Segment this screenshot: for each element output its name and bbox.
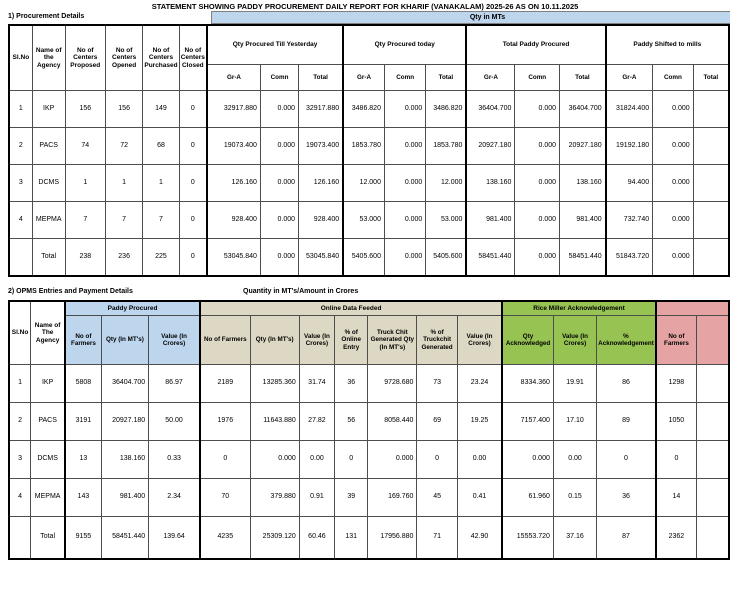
table-cell: 32917.880 <box>299 91 344 128</box>
table-cell: 169.760 <box>368 479 417 517</box>
col-header-gra: Gr-A <box>606 65 653 91</box>
section2-strip <box>8 286 730 299</box>
clipped-cell <box>693 165 729 202</box>
table-cell: MEPMA <box>32 202 65 239</box>
table-cell: 25309.120 <box>250 517 299 560</box>
table-cell: 0.41 <box>457 479 502 517</box>
table-cell: 68 <box>143 128 179 165</box>
table-cell: 0.00 <box>553 441 596 479</box>
table-cell: 0.000 <box>384 128 425 165</box>
table-cell: 0.000 <box>653 202 694 239</box>
table-cell: 61.960 <box>502 479 553 517</box>
table-cell: 19192.180 <box>606 128 653 165</box>
table-cell: 36404.700 <box>560 91 606 128</box>
table-cell: 7 <box>65 202 105 239</box>
table-cell: 17956.880 <box>368 517 417 560</box>
table-cell: 17.10 <box>553 403 596 441</box>
sub-header-row <box>9 316 729 365</box>
table-cell: 13 <box>65 441 101 479</box>
table-cell: 1 <box>65 165 105 202</box>
table-cell: 71 <box>417 517 457 560</box>
clipped-cell <box>697 365 729 403</box>
table-cell: 69 <box>417 403 457 441</box>
table-cell: 732.740 <box>606 202 653 239</box>
clipped-cell <box>697 479 729 517</box>
table-cell: 0.000 <box>250 441 299 479</box>
table-cell: 31.74 <box>299 365 334 403</box>
table-cell: 89 <box>597 403 656 441</box>
table-cell: 2189 <box>200 365 250 403</box>
col-header-comn: Comn <box>515 65 560 91</box>
table-cell: 4 <box>9 479 31 517</box>
col-header-value: Value (In Crores) <box>457 316 502 365</box>
table-cell: 3 <box>9 165 32 202</box>
table-cell: 0.000 <box>260 91 298 128</box>
col-header-total: Total <box>693 65 729 91</box>
col-header-comn: Comn <box>653 65 694 91</box>
table-cell: 32917.880 <box>207 91 260 128</box>
col-header-centers-opened: No of Centers Opened <box>105 25 142 91</box>
table-cell <box>9 239 32 277</box>
table-cell: 0.000 <box>653 165 694 202</box>
table-cell: 0 <box>200 441 250 479</box>
table-cell: 3 <box>9 441 31 479</box>
group-header-qty-today: Qty Procured today <box>343 25 466 65</box>
table-cell: 0.000 <box>502 441 553 479</box>
table-cell: 58451.440 <box>560 239 606 277</box>
table-row <box>9 91 729 128</box>
table-cell: PACS <box>32 128 65 165</box>
table-cell: 20927.180 <box>560 128 606 165</box>
table-cell: 0 <box>597 441 656 479</box>
table-cell: DCMS <box>32 165 65 202</box>
table-cell: 0.000 <box>515 91 560 128</box>
group-header-row <box>9 25 729 65</box>
table-cell: 73 <box>417 365 457 403</box>
table-cell: 53045.840 <box>207 239 260 277</box>
table-row <box>9 165 729 202</box>
table-cell: 1 <box>105 165 142 202</box>
table-cell: 0 <box>179 239 207 277</box>
col-header-qty: Qty (In MT's) <box>101 316 149 365</box>
table-cell: 15553.720 <box>502 517 553 560</box>
group-header-shifted-mills: Paddy Shifted to mills <box>606 25 729 65</box>
table-cell: 1298 <box>656 365 697 403</box>
group-header-cutoff <box>656 301 729 316</box>
table-cell: 236 <box>105 239 142 277</box>
table-row <box>9 479 729 517</box>
table-cell: 8334.360 <box>502 365 553 403</box>
table-cell: 56 <box>335 403 368 441</box>
table-cell: 0 <box>179 128 207 165</box>
group-header-paddy-procured: Paddy Procured <box>65 301 200 316</box>
table-cell: 12.000 <box>426 165 467 202</box>
col-header-slno: Sl.No <box>9 25 32 91</box>
table-cell: 42.90 <box>457 517 502 560</box>
table-cell: 5405.600 <box>343 239 384 277</box>
clipped-cell <box>693 239 729 277</box>
table-row <box>9 441 729 479</box>
col-header-gra: Gr-A <box>466 65 515 91</box>
table-cell: 37.16 <box>553 517 596 560</box>
col-header-pct-ack: % Acknowledgement <box>597 316 656 365</box>
opms-entries-table <box>8 300 730 560</box>
table-cell: 2.34 <box>149 479 200 517</box>
table-cell: 0.000 <box>260 128 298 165</box>
table-cell: 238 <box>65 239 105 277</box>
table-cell: 138.160 <box>466 165 515 202</box>
table-cell: 0.000 <box>384 91 425 128</box>
table-cell: 9728.680 <box>368 365 417 403</box>
table-cell: 928.400 <box>207 202 260 239</box>
table-cell: 20927.180 <box>101 403 149 441</box>
col-header-value: Value (In Crores) <box>553 316 596 365</box>
procurement-details-table <box>8 24 730 277</box>
table-cell: 981.400 <box>560 202 606 239</box>
clipped-cell <box>697 403 729 441</box>
table-cell: 0.00 <box>457 441 502 479</box>
report-title: STATEMENT SHOWING PADDY PROCUREMENT DAILY REPORT FOR KHARIF (VANAKALAM) 2025-26 AS ON 10.11.2025 <box>151 2 579 11</box>
table-cell: 0 <box>656 441 697 479</box>
table-cell: 12.000 <box>343 165 384 202</box>
table-cell: 126.160 <box>207 165 260 202</box>
table-cell: 72 <box>105 128 142 165</box>
col-header-centers-proposed: No of Centers Proposed <box>65 25 105 91</box>
table-cell: 2 <box>9 128 32 165</box>
table-cell: 45 <box>417 479 457 517</box>
table-cell: 11643.880 <box>250 403 299 441</box>
table-cell: 0 <box>179 165 207 202</box>
table-cell: 86.97 <box>149 365 200 403</box>
table-cell: 20927.180 <box>466 128 515 165</box>
table-cell: 0.00 <box>299 441 334 479</box>
table-cell: 0 <box>417 441 457 479</box>
col-header-gra: Gr-A <box>343 65 384 91</box>
col-header-centers-closed: No of Centers Closed <box>179 25 207 91</box>
table-cell: 5808 <box>65 365 101 403</box>
table-cell: 138.160 <box>560 165 606 202</box>
table-cell: 0.000 <box>260 165 298 202</box>
col-header-total: Total <box>299 65 344 91</box>
table-cell: 0.000 <box>515 165 560 202</box>
table-cell: 3486.820 <box>426 91 467 128</box>
table-cell: 0.000 <box>515 202 560 239</box>
table-cell: IKP <box>32 91 65 128</box>
table-cell: 0 <box>179 202 207 239</box>
table-cell: 149 <box>143 91 179 128</box>
col-header-slno: Sl.No <box>9 301 31 365</box>
col-header-cutoff <box>697 316 729 365</box>
table-row <box>9 239 729 277</box>
table-cell: 23.24 <box>457 365 502 403</box>
table-cell: 87 <box>597 517 656 560</box>
table-row <box>9 365 729 403</box>
table-cell: 0.33 <box>149 441 200 479</box>
table-cell: 1 <box>143 165 179 202</box>
col-header-truck-chit-qty: Truck Chit Generated Qty (In MT's) <box>368 316 417 365</box>
group-header-rice-miller-ack: Rice Miller Acknowledgement <box>502 301 656 316</box>
table-cell: 138.160 <box>101 441 149 479</box>
table-cell: 1 <box>9 91 32 128</box>
clipped-cell <box>697 441 729 479</box>
table-cell: 7 <box>105 202 142 239</box>
procurement-table-body <box>9 91 729 277</box>
table-cell: 0.000 <box>260 202 298 239</box>
table-cell: 70 <box>200 479 250 517</box>
table-cell: 27.82 <box>299 403 334 441</box>
group-header-online-data-feeded: Online Data Feeded <box>200 301 502 316</box>
clipped-cell <box>693 128 729 165</box>
table-cell: 0.000 <box>653 239 694 277</box>
table-cell: 19.91 <box>553 365 596 403</box>
table-cell: 1 <box>9 365 31 403</box>
table-cell: 2362 <box>656 517 697 560</box>
qty-in-mts-bar: Qty in MTs <box>211 11 730 24</box>
table-cell: 0.15 <box>553 479 596 517</box>
table-cell: 5405.600 <box>426 239 467 277</box>
table-cell: PACS <box>31 403 66 441</box>
table-cell: 86 <box>597 365 656 403</box>
col-header-comn: Comn <box>384 65 425 91</box>
table-cell: 139.64 <box>149 517 200 560</box>
col-header-gra: Gr-A <box>207 65 260 91</box>
table-row <box>9 202 729 239</box>
table-cell: 51843.720 <box>606 239 653 277</box>
table-cell: 126.160 <box>299 165 344 202</box>
table-cell: 74 <box>65 128 105 165</box>
units-label: Quantity in MT's/Amount in Crores <box>243 288 359 295</box>
col-header-centers-purchased: No of Centers Purchased <box>143 25 179 91</box>
table-cell: 2 <box>9 403 31 441</box>
table-cell: 19073.400 <box>207 128 260 165</box>
table-cell: IKP <box>31 365 66 403</box>
table-cell: 4 <box>9 202 32 239</box>
table-cell: MEPMA <box>31 479 66 517</box>
col-header-total: Total <box>426 65 467 91</box>
table-cell: 9155 <box>65 517 101 560</box>
table-cell: 379.880 <box>250 479 299 517</box>
col-header-farmers: No of Farmers <box>200 316 250 365</box>
table-cell: 50.00 <box>149 403 200 441</box>
table-row <box>9 128 729 165</box>
group-header-qty-yesterday: Qty Procured Till Yesterday <box>207 25 343 65</box>
table-cell: 0.000 <box>653 91 694 128</box>
table-cell: 31824.400 <box>606 91 653 128</box>
table-cell: 7 <box>143 202 179 239</box>
table-cell: 8058.440 <box>368 403 417 441</box>
table-cell: 53.000 <box>343 202 384 239</box>
table-cell: 3486.820 <box>343 91 384 128</box>
col-header-value: Value (In Crores) <box>299 316 334 365</box>
table-cell: 3191 <box>65 403 101 441</box>
clipped-cell <box>693 202 729 239</box>
clipped-cell <box>697 517 729 560</box>
table-cell: 58451.440 <box>466 239 515 277</box>
table-cell: 36 <box>335 365 368 403</box>
col-header-farmers: No of Farmers <box>65 316 101 365</box>
table-cell: Total <box>31 517 66 560</box>
section2-label: 2) OPMS Entries and Payment Details <box>8 288 133 295</box>
table-cell: 7157.400 <box>502 403 553 441</box>
table-cell: 53.000 <box>426 202 467 239</box>
table-cell: 0.000 <box>368 441 417 479</box>
table-cell: 1050 <box>656 403 697 441</box>
table-cell: 0.000 <box>260 239 298 277</box>
table-cell: 0.000 <box>515 239 560 277</box>
table-cell: 0.000 <box>384 165 425 202</box>
table-cell: 53045.840 <box>299 239 344 277</box>
table-cell: 131 <box>335 517 368 560</box>
col-header-qty: Qty (In MT's) <box>250 316 299 365</box>
table-cell: DCMS <box>31 441 66 479</box>
group-header-row <box>9 301 729 316</box>
table-cell: 0.91 <box>299 479 334 517</box>
table-cell: 13285.360 <box>250 365 299 403</box>
section1-strip <box>8 11 730 24</box>
table-cell: 58451.440 <box>101 517 149 560</box>
table-row <box>9 517 729 560</box>
table-cell <box>9 517 31 560</box>
table-cell: 143 <box>65 479 101 517</box>
table-cell: 94.400 <box>606 165 653 202</box>
table-cell: 981.400 <box>466 202 515 239</box>
table-cell: 19.25 <box>457 403 502 441</box>
table-cell: 0 <box>335 441 368 479</box>
table-cell: 14 <box>656 479 697 517</box>
col-header-agency: Name of The Agency <box>31 301 66 365</box>
col-header-pct-online: % of Online Entry <box>335 316 368 365</box>
col-header-value: Value (In Crores) <box>149 316 200 365</box>
table-cell: 60.46 <box>299 517 334 560</box>
table-cell: 1853.780 <box>343 128 384 165</box>
col-header-qty-acknowledged: Qty Acknowledged <box>502 316 553 365</box>
col-header-pct-truckchit: % of Truckchit Generated <box>417 316 457 365</box>
table-cell: 981.400 <box>101 479 149 517</box>
table-cell: 36404.700 <box>101 365 149 403</box>
table-cell: 39 <box>335 479 368 517</box>
table-cell: 0.000 <box>653 128 694 165</box>
table-cell: 225 <box>143 239 179 277</box>
table-cell: 1976 <box>200 403 250 441</box>
table-cell: 156 <box>105 91 142 128</box>
section1-label: 1) Procurement Details <box>8 13 85 20</box>
col-header-agency: Name of the Agency <box>32 25 65 91</box>
group-header-total-procured: Total Paddy Procured <box>466 25 605 65</box>
table-cell: 36404.700 <box>466 91 515 128</box>
table-cell: 4235 <box>200 517 250 560</box>
table-cell: 0.000 <box>515 128 560 165</box>
table-row <box>9 403 729 441</box>
col-header-total: Total <box>560 65 606 91</box>
table-cell: 19073.400 <box>299 128 344 165</box>
table-cell: 156 <box>65 91 105 128</box>
table-cell: 928.400 <box>299 202 344 239</box>
table-cell: 1853.780 <box>426 128 467 165</box>
table-cell: 36 <box>597 479 656 517</box>
clipped-cell <box>693 91 729 128</box>
col-header-comn: Comn <box>260 65 298 91</box>
table-cell: Total <box>32 239 65 277</box>
opms-table-body <box>9 365 729 560</box>
table-cell: 0.000 <box>384 239 425 277</box>
table-cell: 0 <box>179 91 207 128</box>
col-header-farmers: No of Farmers <box>656 316 697 365</box>
table-cell: 0.000 <box>384 202 425 239</box>
